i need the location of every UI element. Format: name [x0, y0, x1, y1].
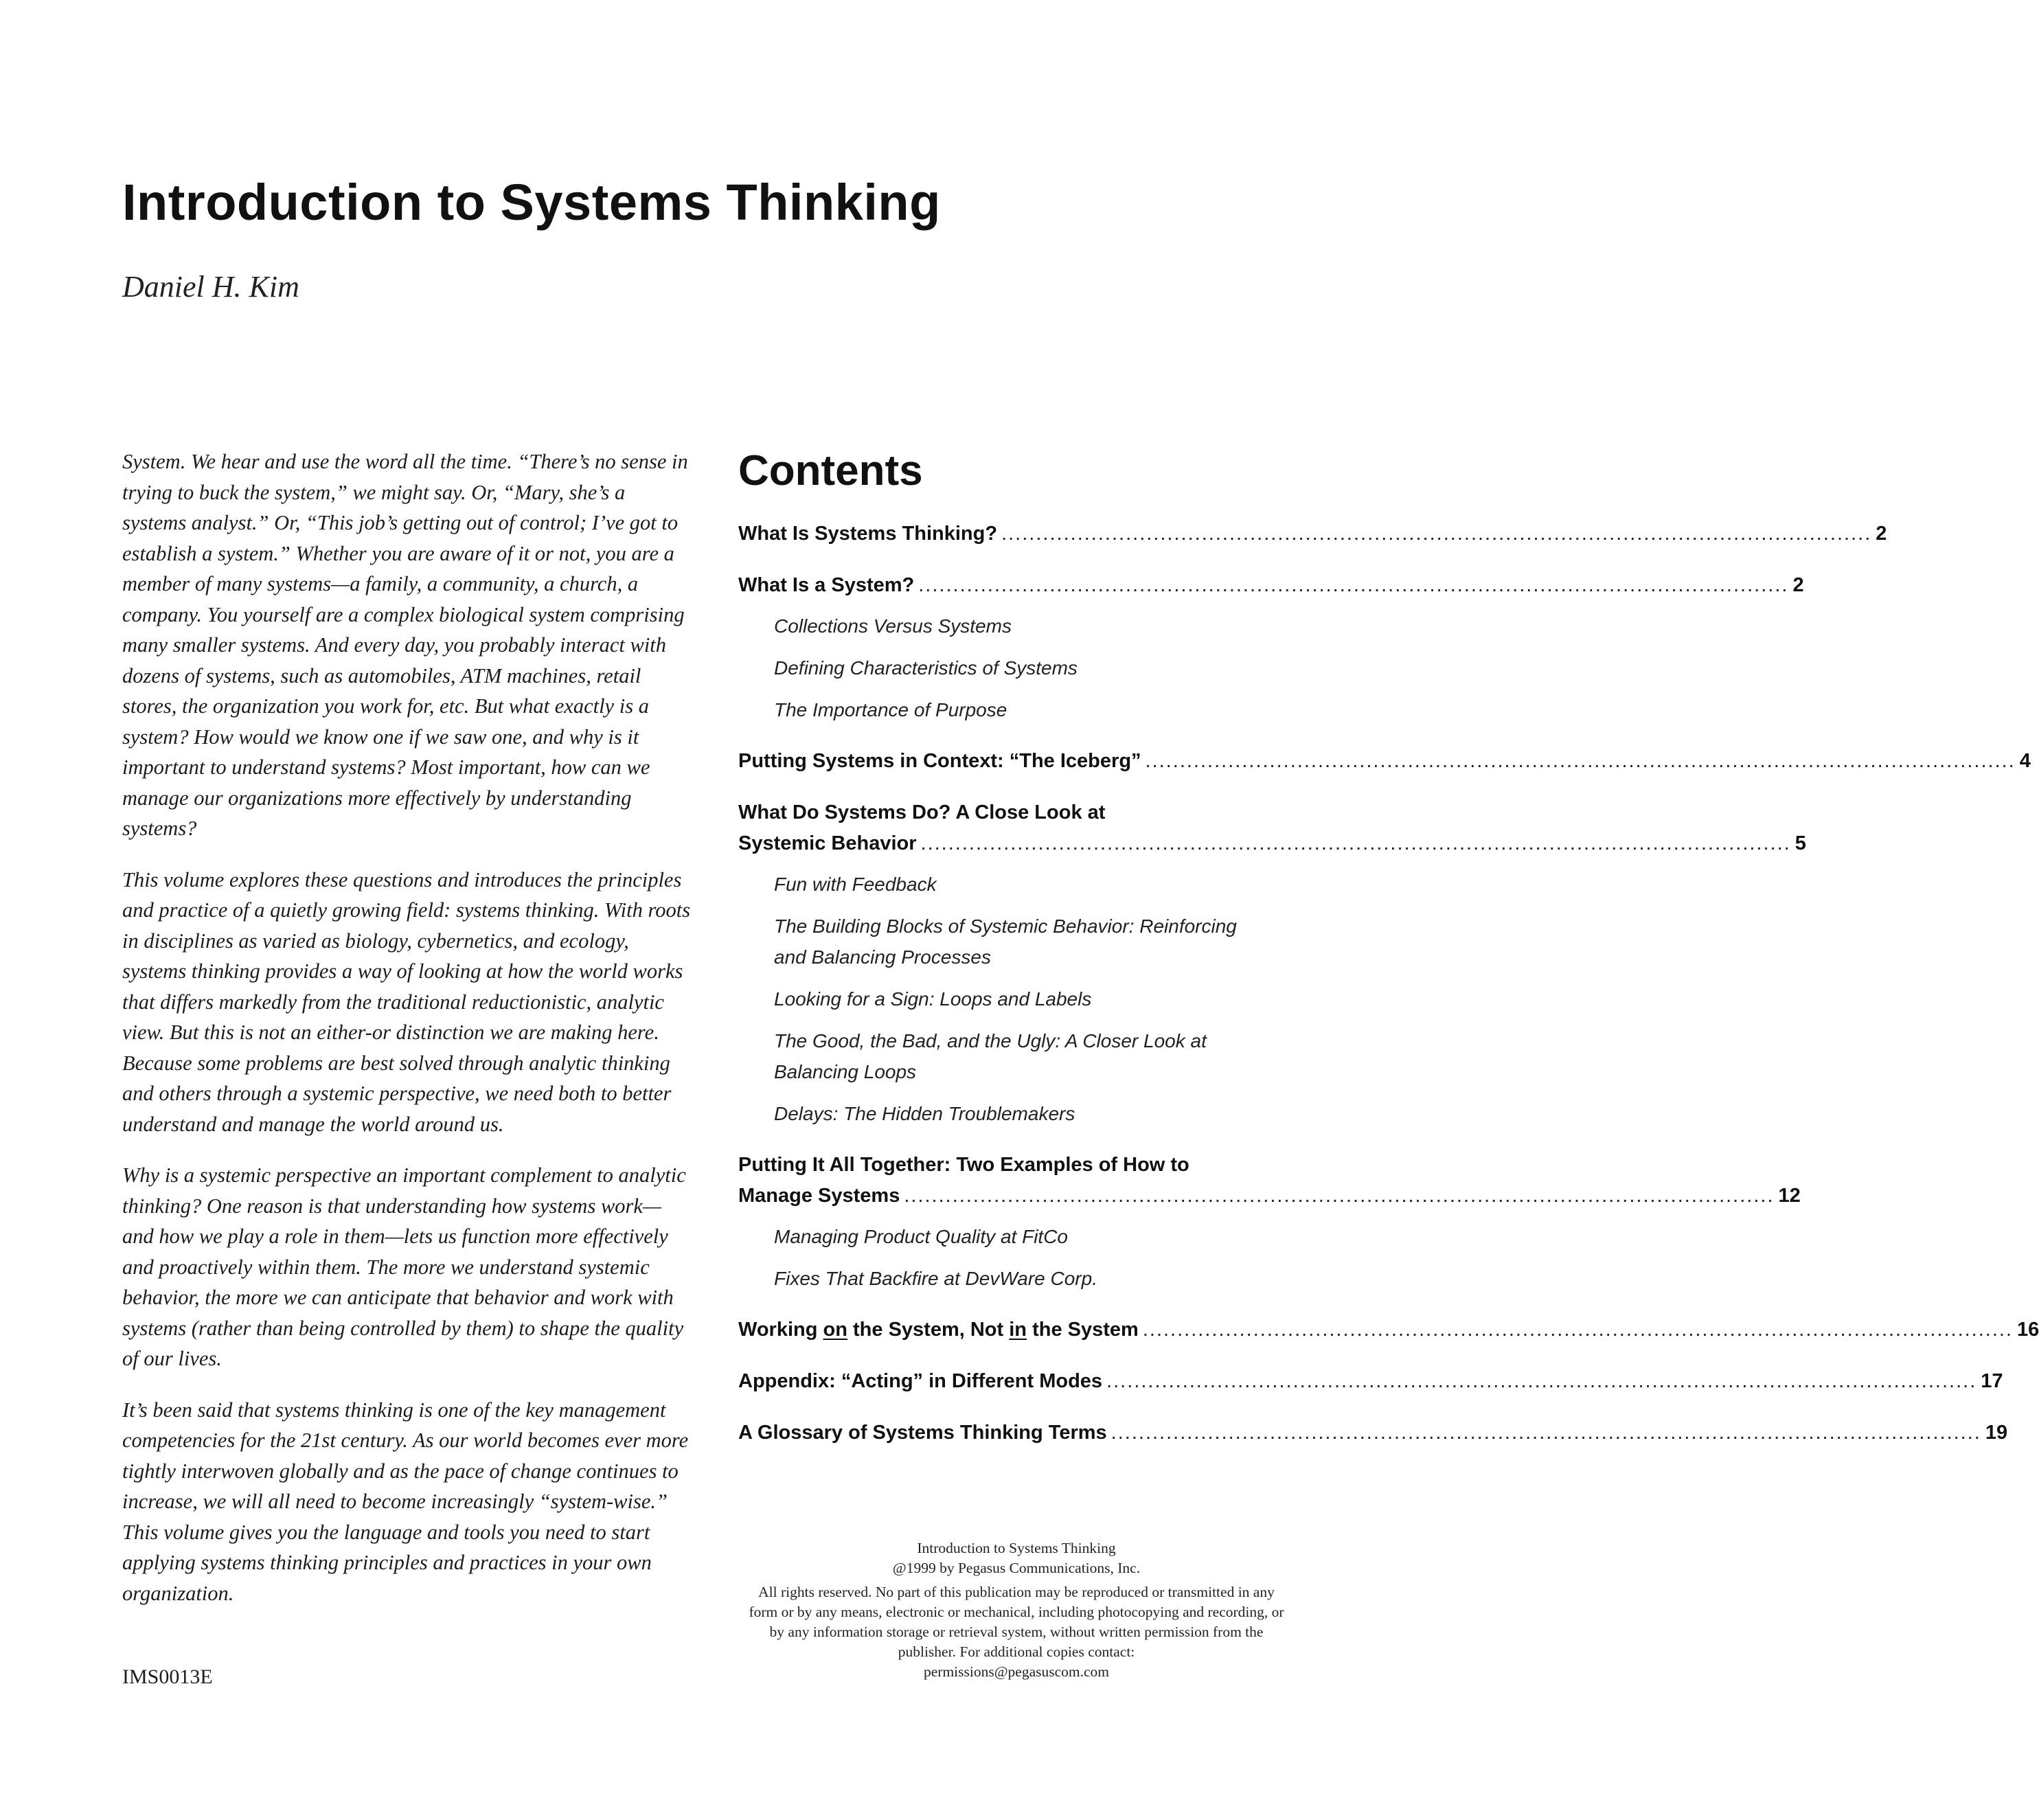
toc-entry-label-line1: What Do Systems Do? A Close Look at [738, 801, 1106, 823]
toc-leader-dots: .............................................................................................................................. [1145, 750, 2016, 772]
toc-subentry[interactable]: Fun with Feedback [774, 874, 937, 895]
toc-leader-dots: .............................................................................................................................. [1106, 1370, 1977, 1392]
toc-page-number: 12 [1778, 1185, 1801, 1207]
intro-paragraph: System. We hear and use the word all the time. “There’s no sense in trying to buck the system,” we might say. Or, “Mary, she’s a systems analyst.” Or, “This job’s getting out of control; I’ve got to establish a system.” Whether you are aware of it or not, you are a member of many systems—a family, a community, a church, a company. You yourself are a complex biological system comprising many smaller systems. And every day, you probably interact with dozens of systems, such as automobiles, ATM machines, retail stores, the organization you work for, etc. But what exactly is a system? How would we know one if we saw one, and why is it important to understand systems? Most important, how can we manage our organizations more effectively by understanding systems? [122, 450, 688, 840]
toc-label-part: the System [1027, 1319, 1139, 1341]
toc-entry-label: Putting Systems in Context: “The Iceberg” [738, 750, 1141, 772]
toc-leader-dots: .............................................................................................................................. [1142, 1319, 2014, 1341]
toc-leader-dots: .............................................................................................................................. [1110, 1422, 1981, 1444]
toc-entry[interactable] [738, 1315, 2039, 1345]
toc-entry-label: Appendix: “Acting” in Different Modes [738, 1370, 1103, 1392]
toc-page-number: 19 [1985, 1422, 2008, 1444]
toc-entry[interactable] [738, 519, 1887, 549]
table-of-contents [738, 519, 2039, 1469]
toc-subentry[interactable]: Looking for a Sign: Loops and Labels [774, 988, 1092, 1010]
intro-paragraph: This volume explores these questions and introduces the principles and practice of a quietly growing field: systems thinking. With roots in disciplines as varied as biology, cybernetics, and ecology, systems thinking provides a way of looking at how the world works that differs markedly from the traditional reductionistic, analytic view. But this is not an either-or distinction we are making here. Because some problems are best solved through analytic thinking and others through a systemic perspective, we need both to better understand and manage the world around us. [122, 867, 691, 1136]
copyright-line: @1999 by Pegasus Communications, Inc. [892, 1560, 1141, 1576]
copyright-rights: All rights reserved. No part of this publication may be reproduced or transmitted in any form or by any means, electronic or mechanical, including photocopying and recording, or by any information storage or retrieval system, without written permission from the publisher. For additional copies contact: [749, 1584, 1284, 1660]
toc-label-underlined: on [823, 1319, 847, 1341]
toc-entry-label-line2: Systemic Behavior [738, 832, 917, 854]
toc-page-number: 5 [1795, 832, 1806, 854]
toc-subentry[interactable]: Managing Product Quality at FitCo [774, 1226, 1068, 1247]
copyright-email[interactable]: permissions@pegasuscom.com [924, 1663, 1109, 1680]
toc-page-number: 2 [1876, 523, 1887, 545]
toc-page-number: 2 [1792, 574, 1804, 596]
toc-subentry[interactable]: The Building Blocks of Systemic Behavior: Reinforcing and Balancing Processes [774, 915, 1237, 968]
toc-label-part: the System, Not [847, 1319, 1010, 1341]
toc-entry[interactable] [738, 1366, 2003, 1397]
toc-entry-label: What Is Systems Thinking? [738, 523, 998, 545]
toc-leader-dots: .............................................................................................................................. [918, 574, 1789, 596]
toc-entry-label: What Is a System? [738, 574, 915, 596]
toc-entry[interactable] [738, 746, 2031, 777]
copyright-title: Introduction to Systems Thinking [917, 1540, 1116, 1556]
toc-entry-label: A Glossary of Systems Thinking Terms [738, 1422, 1107, 1444]
toc-entry-label-line2: Manage Systems [738, 1185, 900, 1207]
toc-entry[interactable] [738, 570, 1804, 601]
toc-page-number: 16 [2017, 1319, 2039, 1341]
toc-subentry[interactable]: Defining Characteristics of Systems [774, 657, 1078, 679]
toc-subentry[interactable]: Fixes That Backfire at DevWare Corp. [774, 1268, 1097, 1289]
toc-leader-dots: .............................................................................................................................. [904, 1185, 1775, 1207]
toc-entry[interactable] [738, 1150, 1801, 1212]
toc-label-part: Working [738, 1319, 823, 1341]
toc-page-number: 17 [1981, 1370, 2003, 1392]
toc-subentry[interactable]: The Good, the Bad, and the Ugly: A Closer Look at Balancing Loops [774, 1030, 1207, 1082]
toc-label-underlined: in [1009, 1319, 1027, 1341]
toc-subentry[interactable]: The Importance of Purpose [774, 699, 1007, 720]
intro-text [122, 446, 692, 1629]
toc-entry-label [738, 1315, 1139, 1345]
toc-leader-dots: .............................................................................................................................. [1001, 523, 1872, 545]
intro-paragraph: It’s been said that systems thinking is one of the key management competencies for the 21st century. As our world becomes ever more tightly interwoven globally and as the pace of change continues to increase, we will all need to become increasingly “system-wise.” This volume gives you the language and tools you need to start applying systems thinking principles and practices in your own organization. [122, 1398, 689, 1605]
copyright-notice [749, 1538, 1284, 1682]
toc-entry-label-line1: Putting It All Together: Two Examples of How to [738, 1154, 1189, 1176]
contents-heading: Contents [738, 447, 923, 494]
toc-subentry[interactable]: Delays: The Hidden Troublemakers [774, 1103, 1075, 1124]
document-title: Introduction to Systems Thinking [122, 174, 941, 231]
toc-subentry[interactable]: Collections Versus Systems [774, 615, 1012, 637]
toc-page-number: 4 [2019, 750, 2031, 772]
toc-entry[interactable] [738, 797, 1806, 859]
product-code: IMS0013E [122, 1665, 213, 1688]
author-name: Daniel H. Kim [122, 270, 299, 304]
toc-leader-dots: .............................................................................................................................. [920, 832, 1791, 854]
intro-paragraph: Why is a systemic perspective an important complement to analytic thinking? One reason is that understanding how systems work—and how we play a role in them—lets us function more effectively and proactively within them. The more we understand systemic behavior, the more we can anticipate that behavior and work with systems (rather than being controlled by them) to shape the quality of our lives. [122, 1163, 686, 1370]
toc-entry[interactable] [738, 1418, 2008, 1448]
